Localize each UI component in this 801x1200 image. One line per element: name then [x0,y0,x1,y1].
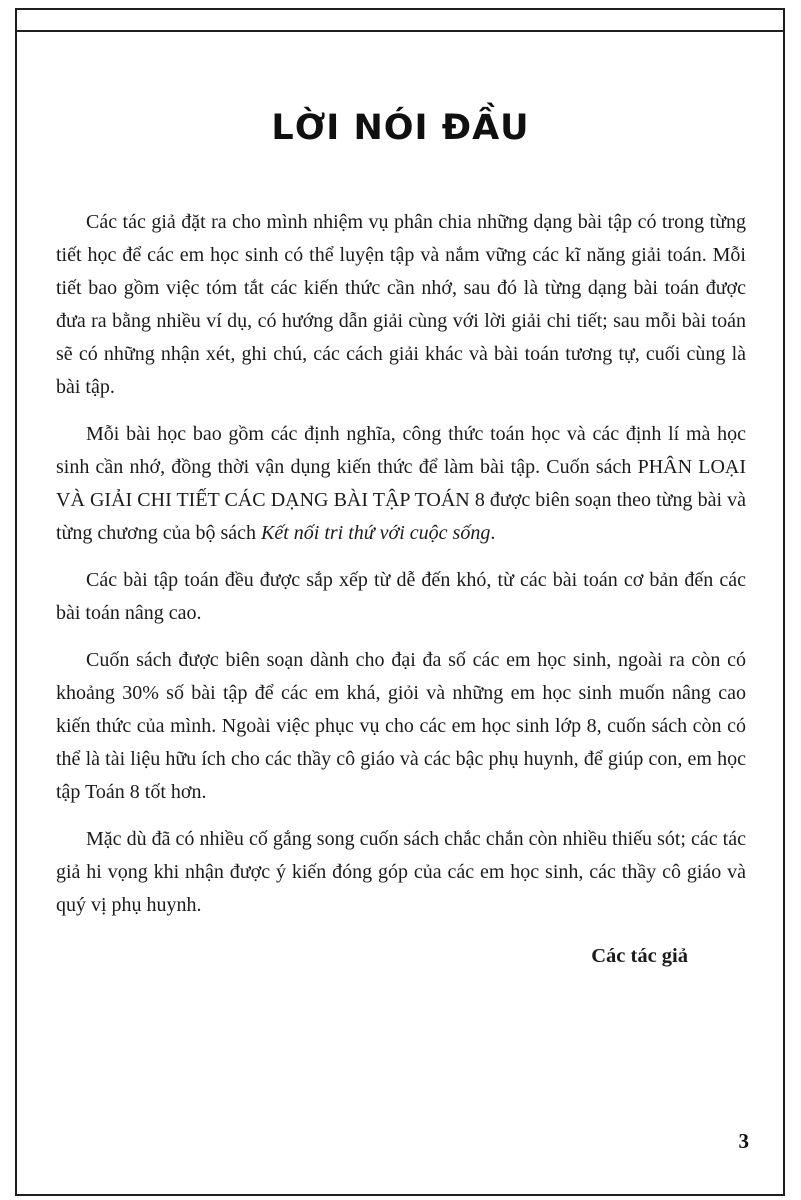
paragraph-3: Các bài tập toán đều được sắp xếp từ dễ đến khó, từ các bài toán cơ bản đến các bài toán nâng cao. [56,569,746,624]
paragraph-2-text: Mỗi bài học bao gồm các định nghĩa, công thức toán học và các định lí mà học sinh cần nhớ, đồng thời vận dụng kiến thức để làm bài tập. Cuốn sách PHÂN LOẠI VÀ GIẢI CHI TIẾT CÁC DẠNG BÀI TẬP TOÁN 8 được biên soạn theo từng bài và từng chương của bộ sách [56,423,746,544]
paragraph-4: Cuốn sách được biên soạn dành cho đại đa số các em học sinh, ngoài ra còn có khoảng 30% số bài tập để các em khá, giỏi và những em học sinh muốn nâng cao kiến thức của mình. Ngoài việc phục vụ cho các em học sinh lớp 8, cuốn sách còn có thể là tài liệu hữu ích cho các thầy cô giáo và các bậc phụ huynh, để giúp con, em học tập Toán 8 tốt hơn. [56,649,746,803]
paragraph-1: Các tác giả đặt ra cho mình nhiệm vụ phân chia những dạng bài tập có trong từng tiết học để các em học sinh có thể luyện tập và nắm vững các kĩ năng giải toán. Mỗi tiết bao gồm việc tóm tắt các kiến thức cần nhớ, sau đó là từng dạng bài toán được đưa ra bằng nhiều ví dụ, có hướng dẫn giải cùng với lời giải chi tiết; sau mỗi bài toán sẽ có những nhận xét, ghi chú, các cách giải khác và bài toán tương tự, cuối cùng là bài tập. [56,211,746,398]
page-border-top-rule [15,30,785,32]
preface-text-block [56,206,746,973]
page-title: LỜI NÓI ĐẦU [271,108,530,148]
page-number: 3 [738,1129,749,1153]
paragraph-2-period: . [490,522,496,544]
paragraph-2 [56,418,746,550]
book-series-name: Kết nối tri thứ với cuộc sống [260,522,491,544]
author-signature: Các tác giả [591,945,688,967]
paragraph-5: Mặc dù đã có nhiều cố gắng song cuốn sách chắc chắn còn nhiều thiếu sót; các tác giả hi vọng khi nhận được ý kiến đóng góp của các em học sinh, các thầy cô giáo và quý vị phụ huynh. [56,828,746,916]
